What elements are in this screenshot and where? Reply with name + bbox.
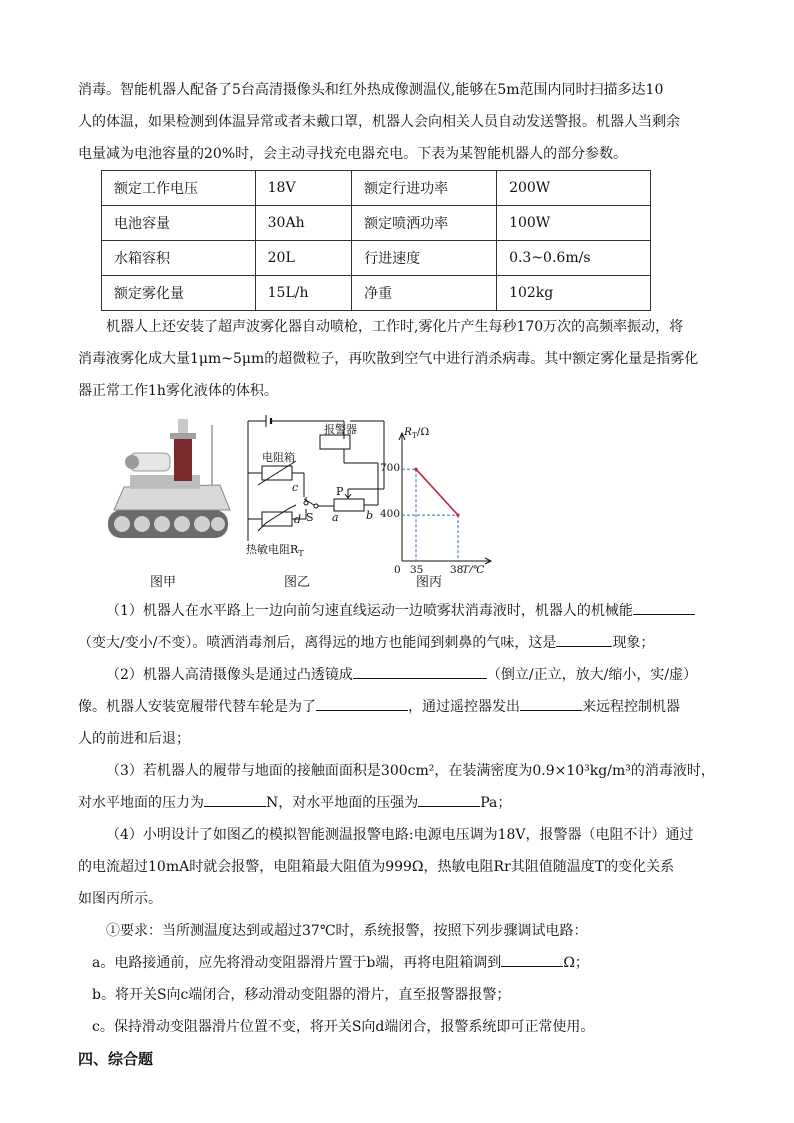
step-a xyxy=(78,947,718,979)
graph-ylabel: $R_T/\Omega$ xyxy=(404,426,430,440)
table-cell: 额定行进功率 xyxy=(352,171,497,206)
q3-blank-1[interactable] xyxy=(204,790,266,807)
x-tick-35: 35 xyxy=(410,564,424,573)
caption-fig-a: 图甲 xyxy=(150,575,177,590)
label-c: c xyxy=(292,481,299,494)
para2-line-2: 消毒液雾化成大量1μm~5μm的超微粒子，再吹散到空气中进行消杀病毒。其中额定雾化量是指雾化 xyxy=(78,351,699,367)
x-tick-38: 38 xyxy=(450,564,464,573)
q1-text-2: （变大/变小/不变）。喷洒消毒剂后，离得远的地方也能闻到刺鼻的气味，这是 xyxy=(78,635,557,651)
q1-text-3: 现象； xyxy=(612,635,655,651)
table-cell: 0.3~0.6m/s xyxy=(497,241,651,276)
y-tick-700: 700 xyxy=(380,462,401,474)
table-cell: 额定喷洒功率 xyxy=(352,206,497,241)
graph-xlabel: T/℃ xyxy=(462,564,485,573)
q2-text-1: （2）机器人高清摄像头是通过凸透镜成 xyxy=(106,667,353,683)
section-heading: 四、综合题 xyxy=(78,1050,154,1068)
rt-point-0 xyxy=(414,468,417,471)
para2-line-1: 机器人上还安装了超声波雾化器自动喷枪，工作时,雾化片产生每秒170万次的高频率振动，将 xyxy=(106,319,684,335)
step-a-text: a。电路接通前，应先将滑动变阻器滑片置于b端，再将电阻箱调到 xyxy=(92,955,502,971)
caption-fig-c: 图丙 xyxy=(416,575,443,590)
label-d: d xyxy=(294,513,302,526)
table-cell: 102kg xyxy=(497,276,651,311)
table-cell: 净重 xyxy=(352,276,497,311)
rt-graph xyxy=(374,413,494,573)
graph-origin: 0 xyxy=(394,564,401,573)
table-cell: 20L xyxy=(255,241,351,276)
label-b: b xyxy=(366,509,374,522)
q3-text-3: Pa； xyxy=(480,795,512,811)
intro-line-1: 消毒。智能机器人配备了5台高清摄像头和红外热成像测温仪,能够在5m范围内同时扫描多达10 xyxy=(78,82,664,98)
q2-text-5: 来远程控制机器 xyxy=(582,699,680,715)
intro-line-3: 电量减为电池容量的20%时，会主动寻找充电器充电。下表为某智能机器人的部分参数。 xyxy=(78,146,628,162)
label-alarm: 报警器 xyxy=(324,423,357,436)
q3-blank-2[interactable] xyxy=(418,790,480,807)
q2-line-1 xyxy=(78,659,718,691)
q4-line-1: （4）小明设计了如图乙的模拟智能测温报警电路:电源电压调为18V，报警器（电阻不计）通过 xyxy=(106,827,694,843)
table-row xyxy=(102,171,651,206)
intro-line-2: 人的体温，如果检测到体温异常或者未戴口罩，机器人会向相关人员自动发送警报。机器人当剩余 xyxy=(78,114,680,130)
q1-line-2 xyxy=(78,627,718,659)
label-thermistor: 热敏电阻$R_T$ xyxy=(246,543,304,558)
requirement-title: ①要求：当所测温度达到或超过37℃时，系统报警，按照下列步骤调试电路： xyxy=(106,923,588,939)
q1-blank-2[interactable] xyxy=(556,630,612,647)
q2-line-2 xyxy=(78,691,718,723)
label-resistor-box: 电阻箱 xyxy=(262,451,295,464)
step-b: b。将开关S向c端闭合，移动滑动变阻器的滑片，直至报警器报警； xyxy=(92,987,511,1003)
table-cell: 行进速度 xyxy=(352,241,497,276)
table-cell: 15L/h xyxy=(255,276,351,311)
q3-text-2: N，对水平地面的压强为 xyxy=(266,795,419,811)
step-c: c。保持滑动变阻器滑片位置不变，将开关S向d端闭合，报警系统即可正常使用。 xyxy=(92,1019,595,1035)
q2-text-3: 像。机器人安装宽履带代替车轮是为了 xyxy=(78,699,316,715)
rt-series-line xyxy=(416,469,458,515)
table-cell: 水箱容积 xyxy=(102,241,256,276)
step-a-unit: Ω； xyxy=(563,955,589,971)
table-cell: 30Ah xyxy=(255,206,351,241)
label-s: S xyxy=(306,511,314,524)
rheostat xyxy=(334,499,364,511)
table-cell: 18V xyxy=(255,171,351,206)
thermistor xyxy=(262,512,292,526)
q1-line-1 xyxy=(78,595,718,627)
q2-line-3: 人的前进和后退； xyxy=(78,731,190,747)
table-row xyxy=(102,206,651,241)
robot-illustration xyxy=(100,415,250,565)
q1-text-1: （1）机器人在水平路上一边向前匀速直线运动一边喷雾状消毒液时，机器人的机械能 xyxy=(106,603,633,619)
label-p: P xyxy=(336,485,344,498)
q4-line-3: 如图丙所示。 xyxy=(78,891,162,907)
table-cell: 电池容量 xyxy=(102,206,256,241)
alarm-box xyxy=(320,435,350,449)
q2-blank-2[interactable] xyxy=(316,694,408,711)
table-row xyxy=(102,241,651,276)
para2-line-3: 器正常工作1h雾化液体的体积。 xyxy=(78,383,278,399)
q3-line-2 xyxy=(78,787,718,819)
q2-blank-1[interactable] xyxy=(353,662,487,679)
label-a: a xyxy=(332,511,339,524)
q4-line-2: 的电流超过10mA时就会报警，电阻箱最大阻值为999Ω，热敏电阻Rr其阻值随温度T的变化关系 xyxy=(78,859,675,875)
circuit-diagram xyxy=(244,413,394,573)
table-cell: 100W xyxy=(497,206,651,241)
q2-text-2: （倒立/正立，放大/缩小，实/虚） xyxy=(486,667,698,683)
q1-blank-1[interactable] xyxy=(633,598,695,615)
table-cell: 额定雾化量 xyxy=(102,276,256,311)
y-tick-400: 400 xyxy=(380,508,401,520)
table-cell: 额定工作电压 xyxy=(102,171,256,206)
document-page xyxy=(78,74,718,1075)
q2-text-4: ，通过遥控器发出 xyxy=(408,699,520,715)
q2-blank-3[interactable] xyxy=(520,694,582,711)
q3-line-1: （3）若机器人的履带与地面的接触面面积是300cm²，在装满密度为0.9×10³kg/m³的消毒液时， xyxy=(106,763,715,779)
q3-text-1: 对水平地面的压力为 xyxy=(78,795,204,811)
figures-row xyxy=(78,407,718,595)
parameter-table xyxy=(101,170,651,311)
rt-point-1 xyxy=(456,514,459,517)
table-row xyxy=(102,276,651,311)
step-a-blank[interactable] xyxy=(501,950,563,967)
caption-fig-b: 图乙 xyxy=(284,575,311,590)
table-cell: 200W xyxy=(497,171,651,206)
